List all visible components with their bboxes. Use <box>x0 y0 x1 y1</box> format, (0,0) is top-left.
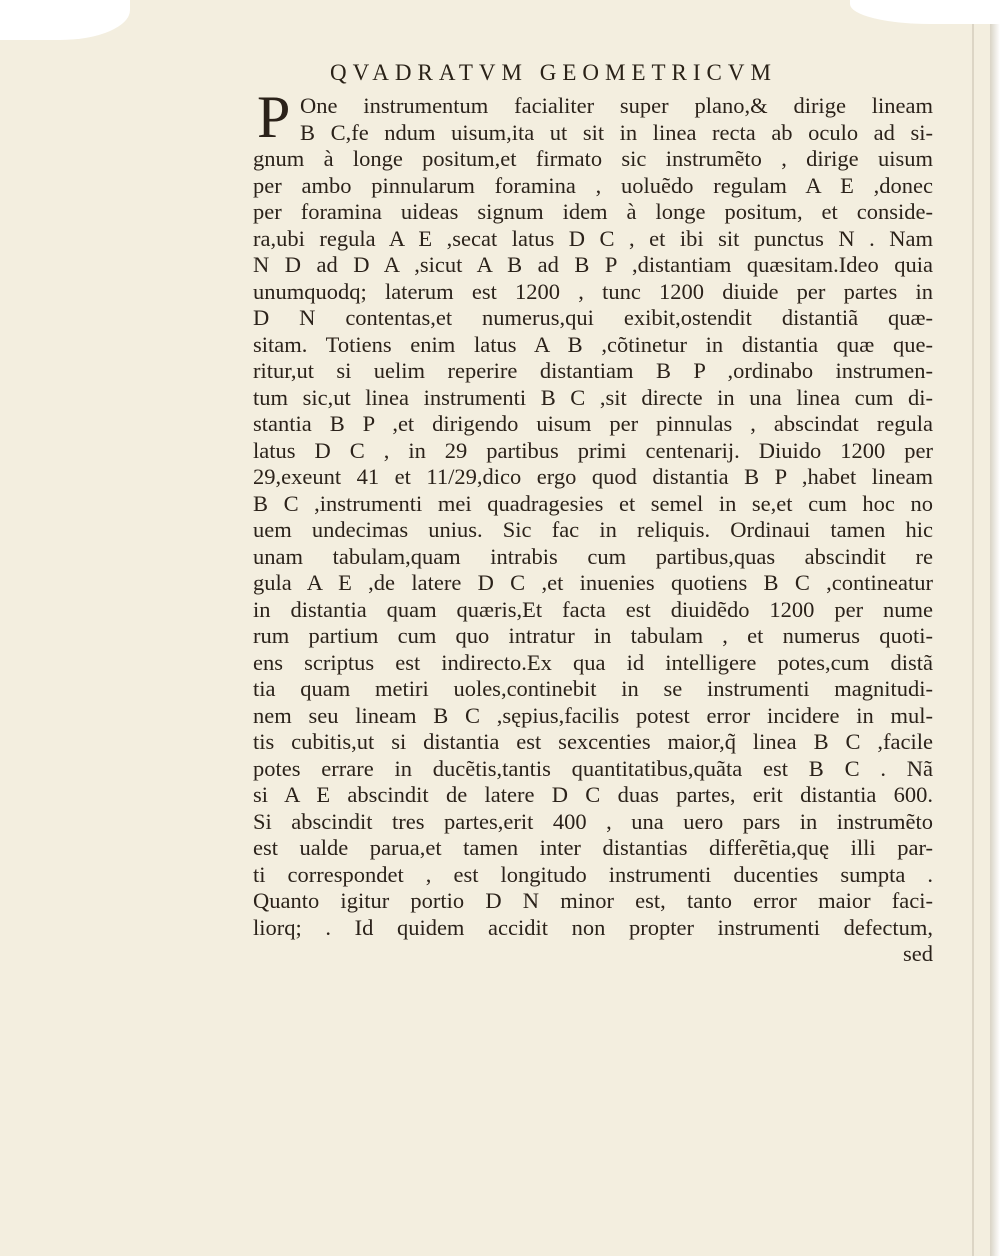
text-line: tia quam metiri uoles,continebit in se instrumenti magnitudi- <box>253 676 933 701</box>
catchword: sed <box>903 941 933 966</box>
text-line: si A E abscindit de latere D C duas partes, erit distantia 600. <box>253 782 933 807</box>
text-line: B C,fe ndum uisum,ita ut sit in linea recta ab oculo ad si- <box>300 119 933 145</box>
page-fold-shadow <box>972 0 974 1256</box>
text-line: tum sic,ut linea instrumenti B C ,sit directe in una linea cum di- <box>253 384 933 410</box>
text-line: unumquodq; laterum est 1200 , tunc 1200 diuide per partes in <box>253 278 933 304</box>
text-line: ens scriptus est indirecto.Ex qua id intelligere potes,cum distã <box>253 649 933 675</box>
text-line: est ualde parua,et tamen inter distantias differẽtia,quę illi par- <box>253 835 933 860</box>
text-line: nem seu lineam B C ,sępius,facilis potest error incidere in mul- <box>253 702 933 728</box>
text-line: per ambo pinnularum foramina , uoluẽdo regulam A E ,donec <box>253 172 933 198</box>
text-line: ra,ubi regula A E ,secat latus D C , et ibi sit punctus N . Nam <box>253 225 933 251</box>
text-line: gnum à longe positum,et firmato sic instrumẽto , dirige uisum <box>253 146 933 171</box>
text-line: rum partium cum quo intratur in tabulam , et numerus quoti- <box>253 623 933 648</box>
text-line: stantia B P ,et dirigendo uisum per pinnulas , abscindat regula <box>253 411 933 436</box>
text-line: Si abscindit tres partes,erit 400 , una uero pars in instrumẽto <box>253 808 933 834</box>
text-line: uem undecimas unius. Sic fac in reliquis. Ordinaui tamen hic <box>253 517 933 542</box>
text-line: tis cubitis,ut si distantia est sexcenties maior,q̃ linea B C ,facile <box>253 729 933 754</box>
text-line: Quanto igitur portio D N minor est, tanto error maior faci- <box>253 888 933 913</box>
text-line: per foramina uideas signum idem à longe positum, et conside- <box>253 199 933 224</box>
text-line: One instrumentum facialiter super plano,& dirige lineam <box>300 93 933 118</box>
text-line: latus D C , in 29 partibus primi centenarij. Diuido 1200 per <box>253 437 933 463</box>
running-head: QVADRATVM GEOMETRICVM <box>330 60 777 85</box>
text-line: 29,exeunt 41 et 11/29,dico ergo quod distantia B P ,habet lineam <box>253 464 933 489</box>
body-text <box>253 84 933 968</box>
text-line: ritur,ut si uelim reperire distantiam B P ,ordinabo instrumen- <box>253 358 933 383</box>
text-line: sitam. Totiens enim latus A B ,cõtinetur in distantia quæ que- <box>253 331 933 357</box>
text-line: gula A E ,de latere D C ,et inuenies quotiens B C ,contineatur <box>253 570 933 595</box>
text-line: in distantia quam quæris,Et facta est diuidẽdo 1200 per nume <box>253 596 933 622</box>
page-edge <box>990 0 1000 1256</box>
text-line: unam tabulam,quam intrabis cum partibus,quas abscindit re <box>253 543 933 569</box>
text-line: N D ad D A ,sicut A B ad B P ,distantiam quæsitam.Ideo quia <box>253 252 933 277</box>
text-line: liorq; . Id quidem accidit non propter instrumenti defectum, <box>253 914 933 940</box>
text-line: potes errare in ducẽtis,tantis quantitatibus,quãta est B C . Nã <box>253 755 933 781</box>
drop-cap: P <box>257 84 291 150</box>
text-line: ti correspondet , est longitudo instrumenti ducenties sumpta . <box>253 861 933 887</box>
text-line: B C ,instrumenti mei quadragesies et semel in se,et cum hoc no <box>253 490 933 516</box>
text-line: D N contentas,et numerus,qui exibit,ostendit distantiã quæ- <box>253 305 933 330</box>
